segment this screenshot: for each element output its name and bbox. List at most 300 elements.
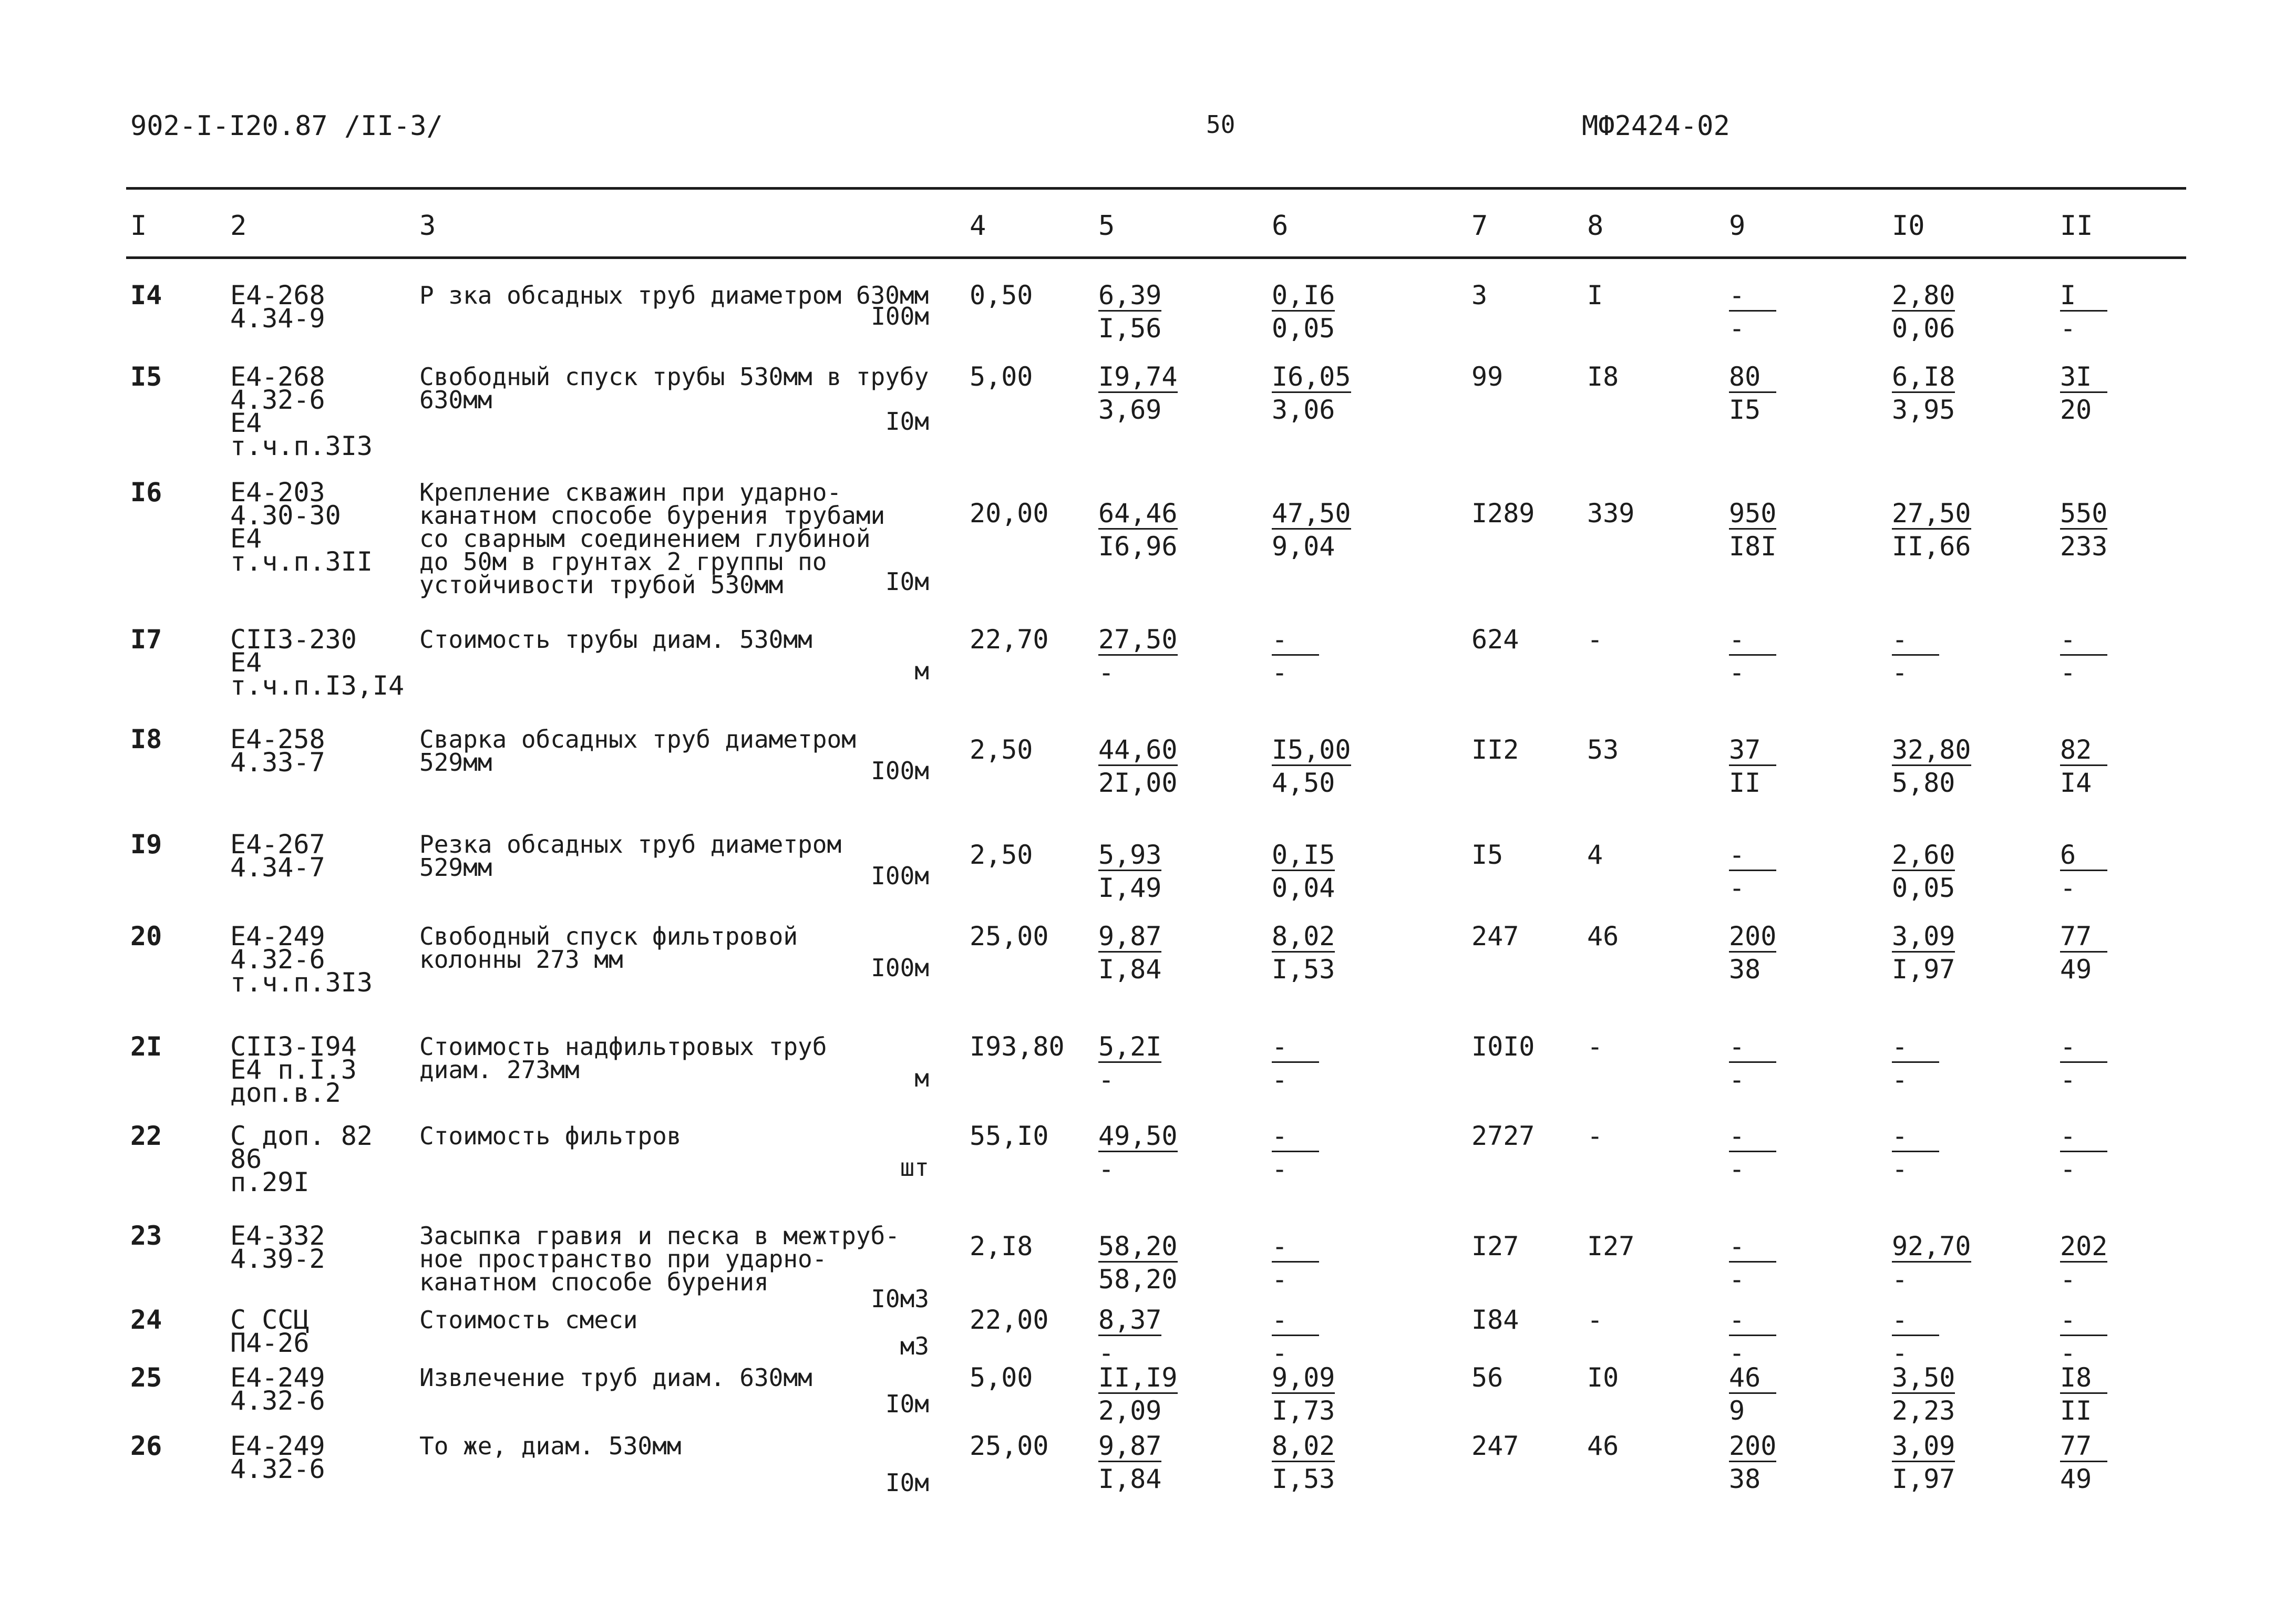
machine-cost [1729, 361, 1776, 425]
column-header-1: I [130, 210, 147, 242]
machine-cost-denominator: 9 [1729, 1395, 1745, 1426]
norm-code-line: 4.30-30 [230, 500, 341, 531]
labor-total [2060, 361, 2165, 425]
work-description [419, 830, 945, 890]
norm-code-line: Е4-332 [230, 1221, 325, 1251]
machine-cost-denominator: - [1729, 1154, 1745, 1184]
labor-unit [1892, 1362, 1955, 1426]
wage-cost [1272, 498, 1351, 562]
row-number: I4 [130, 280, 162, 311]
machine-cost-denominator: I5 [1729, 395, 1761, 425]
norm-code-line: Е4-268 [230, 361, 325, 392]
unit-cost-denominator: I,84 [1098, 1464, 1162, 1494]
norm-code-line: 4.32-6 [230, 1385, 325, 1416]
norm-code-line: С доп. 82 [230, 1121, 373, 1151]
work-description [419, 1222, 945, 1313]
unit-cost [1098, 1431, 1162, 1494]
unit-cost-numerator: I9,74 [1098, 361, 1178, 392]
quantity: I93,80 [970, 1031, 1065, 1062]
total-cost: 247 [1471, 1431, 1519, 1461]
norm-code-line: С ССЦ [230, 1305, 310, 1335]
row-number: 25 [130, 1362, 162, 1393]
total-wages: 46 [1587, 921, 1619, 952]
total-wages: - [1587, 1031, 1603, 1062]
wage-cost-denominator: I,73 [1272, 1395, 1335, 1426]
quantity: 2,50 [970, 735, 1033, 765]
labor-unit-numerator: 3,09 [1892, 921, 1955, 952]
labor-total-denominator: 233 [2060, 531, 2108, 562]
unit-cost-denominator: 58,20 [1098, 1264, 1178, 1295]
total-wages: - [1587, 1121, 1603, 1151]
unit-of-measure: шт [900, 1153, 929, 1182]
labor-total [2060, 1231, 2165, 1295]
norm-code [230, 724, 404, 778]
wage-cost-numerator: 8,02 [1272, 921, 1335, 952]
labor-unit-numerator: 2,80 [1892, 280, 1955, 311]
norm-code-line: 4.32-6 [230, 944, 325, 975]
wage-cost [1272, 921, 1335, 985]
wage-cost [1272, 1305, 1319, 1368]
labor-unit [1892, 1121, 1939, 1184]
labor-total [2060, 1121, 2165, 1184]
machine-cost [1729, 735, 1866, 798]
work-description [419, 1306, 945, 1360]
work-description [419, 1122, 945, 1182]
wage-cost-denominator: I,53 [1272, 954, 1335, 985]
norm-code-line: Е4-258 [230, 724, 325, 754]
unit-of-measure: I00м [871, 954, 929, 982]
norm-code [230, 1431, 404, 1484]
labor-unit-denominator: - [1892, 1264, 1908, 1295]
labor-total [2060, 735, 2165, 798]
column-header-7: 7 [1471, 210, 1488, 242]
labor-unit [1892, 1121, 2050, 1184]
unit-cost [1098, 1231, 1256, 1295]
machine-cost [1729, 840, 1776, 903]
unit-cost [1098, 1121, 1178, 1184]
unit-cost [1098, 1305, 1162, 1368]
row-number: 23 [130, 1221, 162, 1251]
unit-cost [1098, 1031, 1162, 1095]
unit-cost [1098, 361, 1178, 425]
total-wages: 339 [1587, 498, 1635, 529]
unit-of-measure: I00м [871, 302, 929, 330]
wage-cost-numerator: 47,50 [1272, 498, 1351, 529]
norm-code-line: Е4-249 [230, 1362, 325, 1393]
unit-of-measure: I0м3 [871, 1285, 929, 1313]
row-number: 26 [130, 1431, 162, 1461]
machine-cost-numerator: 37 [1729, 738, 1776, 766]
unit-cost [1098, 1305, 1256, 1368]
unit-cost [1098, 1231, 1178, 1295]
labor-total-numerator: 77 [2060, 925, 2107, 953]
labor-unit-numerator: - [1892, 1035, 1939, 1063]
machine-cost [1729, 921, 1777, 985]
unit-of-measure: I00м [871, 862, 929, 890]
work-description [419, 363, 945, 436]
machine-cost [1729, 1431, 1777, 1494]
norm-code-line: 4.32-6 [230, 1454, 325, 1484]
unit-of-measure: м3 [900, 1332, 929, 1360]
column-header-4: 4 [970, 210, 986, 242]
row-number: 24 [130, 1305, 162, 1335]
work-description [419, 478, 945, 599]
description-text: То же, диам. 530мм [419, 1432, 682, 1460]
labor-unit-denominator: - [1892, 1154, 1908, 1184]
quantity: 22,00 [970, 1305, 1049, 1335]
row-number: I7 [130, 624, 162, 655]
labor-total-denominator: 49 [2060, 954, 2092, 985]
norm-code-line: п.29I [230, 1167, 310, 1197]
unit-cost [1098, 1121, 1256, 1184]
labor-unit [1892, 1362, 2050, 1426]
machine-cost-numerator: 950 [1729, 498, 1777, 529]
wage-cost-numerator: 9,09 [1272, 1362, 1335, 1393]
wage-cost [1272, 498, 1429, 562]
machine-cost-numerator: - [1729, 843, 1776, 871]
labor-total-numerator: 82 [2060, 738, 2107, 766]
wage-cost [1272, 1362, 1429, 1426]
work-description [419, 725, 945, 785]
machine-cost-numerator: - [1729, 628, 1776, 656]
table-top-rule [126, 187, 2186, 190]
labor-unit-numerator: - [1892, 1124, 1939, 1152]
unit-cost [1098, 624, 1256, 688]
labor-unit [1892, 1431, 1955, 1494]
unit-cost-denominator: 3,69 [1098, 395, 1162, 425]
unit-cost-numerator: 58,20 [1098, 1231, 1178, 1262]
description-text: Стоимость надфильтровых труб диам. 273мм [419, 1032, 827, 1084]
unit-cost [1098, 1031, 1256, 1095]
labor-unit-denominator: 0,06 [1892, 313, 1955, 344]
machine-cost-denominator: - [1729, 1064, 1745, 1095]
labor-total-numerator: I8 [2060, 1366, 2107, 1394]
unit-of-measure: I00м [871, 757, 929, 785]
wage-cost [1272, 1121, 1429, 1184]
machine-cost-numerator: - [1729, 1308, 1776, 1336]
norm-code-line: Е4-249 [230, 1431, 325, 1461]
quantity: 25,00 [970, 921, 1049, 952]
labor-total-numerator: 550 [2060, 498, 2108, 529]
labor-total [2060, 1362, 2107, 1426]
labor-unit [1892, 1305, 2050, 1368]
labor-total [2060, 1031, 2107, 1095]
total-cost: I5 [1471, 840, 1504, 870]
machine-cost-denominator: 38 [1729, 1464, 1761, 1494]
description-text: Стоимость трубы диам. 530мм [419, 625, 812, 654]
labor-unit [1892, 280, 1955, 344]
column-header-8: 8 [1587, 210, 1604, 242]
unit-cost [1098, 280, 1162, 344]
wage-cost-denominator: 0,05 [1272, 313, 1335, 344]
unit-cost [1098, 840, 1162, 903]
norm-code [230, 1305, 404, 1358]
unit-cost-numerator: 8,37 [1098, 1305, 1162, 1335]
quantity: 22,70 [970, 624, 1049, 655]
labor-unit-denominator: I,97 [1892, 1464, 1955, 1494]
labor-unit [1892, 735, 1971, 798]
labor-total-numerator: - [2060, 1124, 2107, 1152]
wage-cost-denominator: 3,06 [1272, 395, 1335, 425]
norm-code [230, 1031, 404, 1108]
wage-cost-numerator: - [1272, 1124, 1319, 1152]
labor-unit-numerator: - [1892, 1308, 1939, 1336]
labor-unit-denominator: - [1892, 657, 1908, 688]
wage-cost [1272, 1431, 1335, 1494]
labor-unit-denominator: 5,80 [1892, 768, 1955, 798]
machine-cost-numerator: - [1729, 1124, 1776, 1152]
norm-code [230, 361, 404, 461]
labor-unit-numerator: 27,50 [1892, 498, 1971, 529]
column-header-5: 5 [1098, 210, 1115, 242]
total-cost: 2727 [1471, 1121, 1535, 1151]
wage-cost [1272, 840, 1335, 903]
unit-cost [1098, 1431, 1256, 1494]
unit-cost-denominator: 2,09 [1098, 1395, 1162, 1426]
wage-cost-numerator: - [1272, 1235, 1319, 1263]
column-header-9: 9 [1729, 210, 1746, 242]
machine-cost-denominator: II [1729, 768, 1761, 798]
norm-code-line: 4.32-6 [230, 385, 325, 415]
labor-unit [1892, 361, 2050, 425]
wage-cost [1272, 361, 1351, 425]
labor-total-denominator: - [2060, 313, 2076, 344]
column-header-3: 3 [419, 210, 436, 242]
unit-cost-denominator: - [1098, 1154, 1115, 1184]
labor-unit [1892, 1031, 2050, 1095]
wage-cost-denominator: - [1272, 1154, 1288, 1184]
machine-cost-denominator: 38 [1729, 954, 1761, 985]
total-cost: I289 [1471, 498, 1535, 529]
work-description [419, 1432, 945, 1497]
machine-cost-denominator: - [1729, 1338, 1745, 1368]
unit-cost-numerator: 9,87 [1098, 1431, 1162, 1461]
unit-of-measure: I0м [885, 1469, 929, 1497]
labor-total-denominator: II [2060, 1395, 2092, 1426]
labor-total-denominator: - [2060, 873, 2076, 903]
machine-cost [1729, 735, 1776, 798]
labor-unit [1892, 840, 1955, 903]
labor-total-denominator: - [2060, 1338, 2076, 1368]
wage-cost-numerator: - [1272, 628, 1319, 656]
description-text: Свободный спуск фильтровой колонны 273 мм [419, 922, 798, 974]
norm-code-line: 4.39-2 [230, 1244, 325, 1274]
total-cost: 624 [1471, 624, 1519, 655]
total-cost: I84 [1471, 1305, 1519, 1335]
labor-unit [1892, 1231, 2050, 1295]
labor-unit-numerator: 3,50 [1892, 1362, 1955, 1393]
labor-unit [1892, 1431, 2050, 1494]
labor-unit-denominator: 2,23 [1892, 1395, 1955, 1426]
machine-cost [1729, 624, 1776, 688]
machine-cost [1729, 1121, 1866, 1184]
labor-total-denominator: - [2060, 657, 2076, 688]
labor-total-denominator: - [2060, 1154, 2076, 1184]
labor-total [2060, 280, 2107, 344]
norm-code-line: 4.33-7 [230, 747, 325, 778]
machine-cost [1729, 1031, 1866, 1095]
machine-cost-numerator: - [1729, 1035, 1776, 1063]
labor-total [2060, 1031, 2165, 1095]
machine-cost [1729, 1305, 1776, 1368]
labor-unit-denominator: - [1892, 1338, 1908, 1368]
machine-cost [1729, 1231, 1776, 1295]
wage-cost [1272, 1362, 1335, 1426]
labor-total-denominator: 20 [2060, 395, 2092, 425]
unit-cost-denominator: 2I,00 [1098, 768, 1178, 798]
labor-total [2060, 921, 2165, 985]
unit-cost [1098, 735, 1256, 798]
labor-unit [1892, 840, 2050, 903]
machine-cost [1729, 1231, 1866, 1295]
total-cost: 56 [1471, 1362, 1504, 1393]
norm-code-line: 86 [230, 1144, 262, 1174]
norm-code [230, 280, 404, 334]
labor-total-numerator: 202 [2060, 1231, 2108, 1262]
labor-total [2060, 1121, 2107, 1184]
machine-cost-numerator: - [1729, 284, 1776, 312]
row-number: I6 [130, 477, 162, 508]
unit-cost-numerator: 27,50 [1098, 624, 1178, 655]
row-number: 22 [130, 1121, 162, 1151]
unit-cost-numerator: 5,2I [1098, 1031, 1162, 1062]
machine-cost [1729, 1362, 1866, 1426]
labor-total-denominator: I4 [2060, 768, 2092, 798]
norm-code-line: Е4 [230, 408, 262, 438]
machine-cost-numerator: 80 [1729, 365, 1776, 393]
unit-of-measure: м [914, 1064, 929, 1092]
wage-cost [1272, 1031, 1319, 1095]
labor-total [2060, 1431, 2165, 1494]
wage-cost-numerator: 0,I5 [1272, 840, 1335, 870]
labor-unit [1892, 921, 1955, 985]
machine-cost-denominator: I8I [1729, 531, 1777, 562]
labor-total [2060, 921, 2107, 985]
quantity: 20,00 [970, 498, 1049, 529]
wage-cost-denominator: - [1272, 1338, 1288, 1368]
unit-cost [1098, 280, 1256, 344]
unit-cost-numerator: 64,46 [1098, 498, 1178, 529]
description-text: Резка обсадных труб диаметром 529мм [419, 830, 842, 882]
machine-cost-denominator: - [1729, 313, 1745, 344]
unit-of-measure: I0м [885, 1390, 929, 1418]
total-wages: 53 [1587, 735, 1619, 765]
description-text: Свободный спуск трубы 530мм в трубу 630мм [419, 363, 929, 414]
labor-unit [1892, 1231, 1971, 1295]
labor-unit [1892, 921, 2050, 985]
wage-cost [1272, 361, 1429, 425]
wage-cost [1272, 624, 1429, 688]
labor-total [2060, 1305, 2165, 1368]
norm-code [230, 921, 404, 998]
norm-code-line: 4.34-7 [230, 852, 325, 883]
norm-code-line: СII3-230 [230, 624, 357, 655]
labor-total [2060, 840, 2165, 903]
quantity: 0,50 [970, 280, 1033, 311]
norm-code [230, 829, 404, 883]
row-number: I9 [130, 829, 162, 860]
wage-cost-numerator: - [1272, 1308, 1319, 1336]
machine-cost [1729, 280, 1776, 344]
wage-cost [1272, 1305, 1429, 1368]
unit-cost-denominator: I6,96 [1098, 531, 1178, 562]
labor-total [2060, 735, 2107, 798]
labor-total [2060, 1305, 2107, 1368]
labor-total [2060, 1231, 2108, 1295]
labor-total-denominator: - [2060, 1264, 2076, 1295]
wage-cost-numerator: I5,00 [1272, 735, 1351, 765]
wage-cost-denominator: - [1272, 1264, 1288, 1295]
unit-cost [1098, 921, 1256, 985]
work-description [419, 1032, 945, 1092]
unit-cost [1098, 498, 1178, 562]
norm-code-line: 4.34-9 [230, 303, 325, 334]
machine-cost [1729, 1362, 1776, 1426]
labor-unit [1892, 498, 2050, 562]
labor-total [2060, 624, 2165, 688]
labor-total [2060, 498, 2108, 562]
unit-of-measure: I0м [885, 407, 929, 436]
labor-total-numerator: 6 [2060, 843, 2107, 871]
labor-total [2060, 624, 2107, 688]
machine-cost-denominator: - [1729, 1264, 1745, 1295]
wage-cost-denominator: 0,04 [1272, 873, 1335, 903]
total-cost: 3 [1471, 280, 1488, 311]
norm-code-line: П4-26 [230, 1328, 310, 1358]
quantity: 5,00 [970, 361, 1033, 392]
quantity: 2,50 [970, 840, 1033, 870]
document-code: 902-I-I20.87 /II-3/ [130, 110, 443, 142]
machine-cost [1729, 1431, 1866, 1494]
machine-cost [1729, 840, 1866, 903]
unit-cost-denominator: I,84 [1098, 954, 1162, 985]
machine-cost [1729, 361, 1866, 425]
labor-unit-denominator: - [1892, 1064, 1908, 1095]
wage-cost-denominator: 4,50 [1272, 768, 1335, 798]
wage-cost-denominator: - [1272, 657, 1288, 688]
labor-unit-numerator: - [1892, 628, 1939, 656]
machine-cost [1729, 1305, 1866, 1368]
labor-total [2060, 361, 2107, 425]
total-wages: 46 [1587, 1431, 1619, 1461]
labor-unit [1892, 280, 2050, 344]
labor-unit-denominator: 0,05 [1892, 873, 1955, 903]
total-wages: I8 [1587, 361, 1619, 392]
description-text: Стоимость фильтров [419, 1122, 682, 1150]
norm-code-line: доп.в.2 [230, 1078, 341, 1108]
column-header-2: 2 [230, 210, 247, 242]
work-description [419, 1363, 945, 1418]
drawing-code: МФ2424-02 [1582, 110, 1730, 142]
unit-cost-numerator: 44,60 [1098, 735, 1178, 765]
wage-cost-numerator: I6,05 [1272, 361, 1351, 392]
labor-unit-denominator: I,97 [1892, 954, 1955, 985]
machine-cost [1729, 1121, 1776, 1184]
column-header-6: 6 [1272, 210, 1289, 242]
labor-unit-numerator: 2,60 [1892, 840, 1955, 870]
quantity: 2,I8 [970, 1231, 1033, 1262]
total-cost: I0I0 [1471, 1031, 1535, 1062]
wage-cost-denominator: - [1272, 1064, 1288, 1095]
machine-cost-numerator: 200 [1729, 1431, 1777, 1461]
labor-total-numerator: - [2060, 1308, 2107, 1336]
table-header-rule [126, 256, 2186, 259]
description-text: Р зка обсадных труб диаметром 630мм [419, 281, 929, 309]
unit-cost-numerator: 49,50 [1098, 1121, 1178, 1151]
norm-code-line: Е4 п.I.3 [230, 1054, 357, 1085]
unit-cost-numerator: II,I9 [1098, 1362, 1178, 1393]
total-wages: I27 [1587, 1231, 1635, 1262]
